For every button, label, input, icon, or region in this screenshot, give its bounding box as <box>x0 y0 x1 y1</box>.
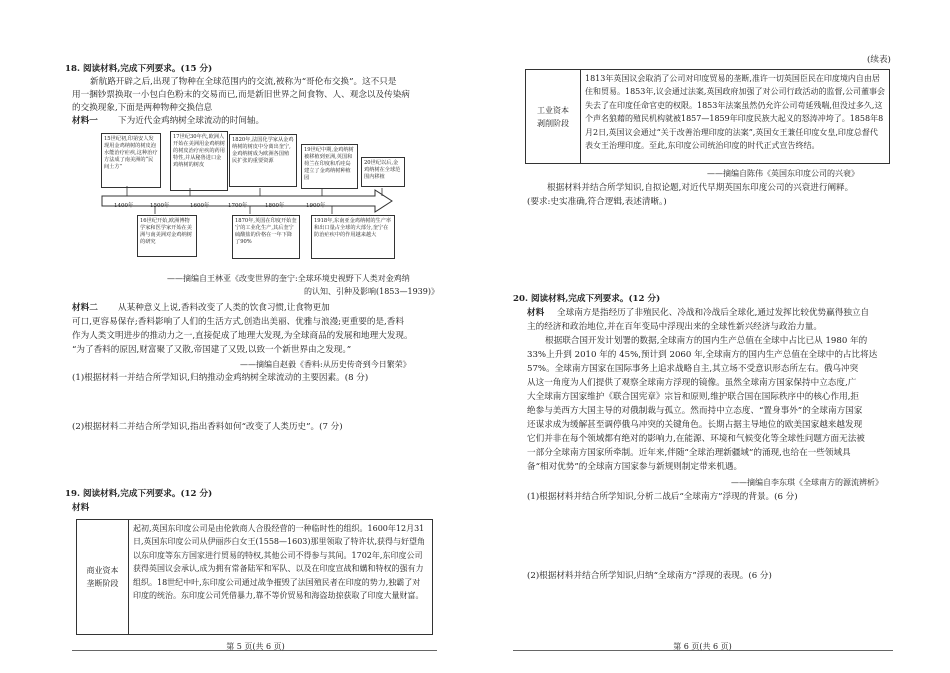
q18-intro-line: 用一捆钞票换取一小包白色粉末的交易而已,而是新旧世界之间食物、人、观念以及传染病 <box>72 90 410 100</box>
material-1-text: 下为近代金鸡纳树全球流动的时间轴。 <box>118 116 265 126</box>
q20-line: 根据联合国开发计划署的数据,全球南方的国内生产总值在全球中占比已从 1980 年的 <box>545 336 868 346</box>
timeline-box-upper: 20世纪以后,金鸡纳树在全球范围内移植 <box>361 157 405 187</box>
table-body-cell: 起初,英国东印度公司是由伦敦商人合股经营的一种临时性的组织。1600年12月31日,英国东印度公司从伊丽莎白女王(1558—1603)那里领取了特许状,获得与好望角以东印度等东方国家进行贸易的特权,其他公司不得参与其间。1702年,东印度公司获得英国议会承认,成为拥有常备陆军和军队、以及在印度宣战和媾和特权的强有力组织。18世纪中叶,东印度公司通过战争摧毁了法国殖民者在印度的势力,独霸了对印度的统治。东印度公司凭借暴力,靠不等价贸易和海盗劫掠获取了印度大量财富。 <box>133 524 426 601</box>
material-1-source: 的认知、引种及影响(1853—1939)》 <box>304 287 439 296</box>
table-source: ——摘编自陈伟《英国东印度公司的兴衰》 <box>707 169 859 178</box>
timeline-axis <box>100 186 400 214</box>
q20-line: 57%。全球南方国家在国际事务上追求战略自主,其立场不受意识形态所左右。俄乌冲突 <box>527 364 859 374</box>
q20-line: 还谋求成为缓解甚至调停俄乌冲突的关键角色。长期占据主导地位的欧美国家越来越发现 <box>527 420 863 430</box>
q20-line: 33%上升到 2010 年的 45%,预计到 2060 年,全球南方的国内生产总值在全球中的占比将达 <box>527 350 878 360</box>
q20-line: 从这一角度为人们提供了观察全球南方浮现的镜像。虽然全球南方国家保持中立态度,广 <box>527 378 857 388</box>
continued-label: (续表) <box>867 55 891 65</box>
material-2-line: 作为人类文明进步的推动力之一,直接促成了地理大发现,为全球商品的发展和地理大发现。 <box>72 331 413 341</box>
timeline-tick: 1800年 <box>265 203 285 209</box>
q18-title: 18. 阅读材料,完成下列要求。(15 分) <box>65 64 213 74</box>
timeline-tick: 1400年 <box>114 203 134 209</box>
timeline-box-lower: 16世纪开始,欧洲博物学家和医学家开始在美洲与南美洲对金鸡纳树的研究 <box>137 215 197 257</box>
timeline-tick: 1500年 <box>150 203 170 209</box>
q20-line: 绝参与美西方大国主导的对俄制裁与孤立。然而持中立态度、“置身事外”的全球南方国家 <box>527 406 863 416</box>
q19-table <box>76 519 433 635</box>
material-1-label: 材料一 <box>72 116 98 126</box>
q20-line: 它们并非在每个领域都有绝对的影响力,在能源、环境和气候变化等全球性问题方面无法被 <box>527 434 865 444</box>
q19-task-requirement: (要求:史实准确,符合逻辑,表述清晰。) <box>527 197 667 207</box>
timeline-box-upper: 19世纪中期,金鸡纳树被移植到亚洲,英国和荷兰在印度和爪哇岛建立了金鸡纳树种植园 <box>301 144 358 189</box>
q20-line: 全球南方是指经历了非殖民化、冷战和冷战后全球化,通过发挥比较优势赢得独立自 <box>557 308 870 318</box>
material-2-line: 可口,更容易保存;香料影响了人们的生活方式,创造出美丽、优雅与浪漫;更重要的是,香料 <box>72 317 404 327</box>
timeline-box-upper: 15世纪初,印第安人发现用金鸡纳树的树皮泡水能治疗疟疾,这种治疗方法成了南美洲的“民间土方” <box>101 133 161 188</box>
q20-part-1: (1)根据材料并结合所学知识,分析二战后“全球南方”浮现的背景。(6 分) <box>527 492 798 502</box>
q20-part-2: (2)根据材料并结合所学知识,归纳“全球南方”浮现的表现。(6 分) <box>527 571 772 581</box>
timeline-box-upper: 17世纪30年代,欧洲人开始在美洲用金鸡纳树的树皮治疗疟疾的药用特性,并从秘鲁进口金鸡纳树的树皮 <box>170 131 228 191</box>
q18-intro-line: 的交换现象,下面是两种物种交换信息 <box>72 103 213 113</box>
q20-material-label: 材料 <box>527 308 545 318</box>
material-2-label: 材料二 <box>72 303 98 313</box>
page-number: 第 6 页(共 6 页) <box>673 642 732 651</box>
material-1-source: ——摘编自王林亚《改变世界的奎宁:全球环境史视野下人类对金鸡纳 <box>167 274 410 283</box>
q20-line: 备“相对优势”的全球南方国家参与新规则制定带来机遇。 <box>527 462 743 472</box>
table-body-cell: 1813年英国议会取消了公司对印度贸易的垄断,准许一切英国臣民在印度境内自由居住和贸易。1853年,议会通过法案,英国政府加强了对公司行政活动的监督,公司董事会失去了在印度任命官吏的权限。1853年法案虽然仍允许公司苟延残喘,但没过多久,这个声名狼藉的殖民机构就被1857—1859年印度民族大起义的怒涛冲垮了。1858年8月2日,英国议会通过“关于改善治理印度的法案”,英国女王兼任印度女皇,印度总督代表女王治理印度。至此,东印度公司统治印度的时代正式宣告终结。 <box>585 74 885 151</box>
table-header-cell: 商业资本垄断阶段 <box>77 520 129 634</box>
q18-intro-line: 新航路开辟之后,出现了物种在全球范围内的交流,被称为“哥伦布交换”。这不只是 <box>90 77 397 87</box>
table-header-cell: 工业资本剥削阶段 <box>526 70 581 163</box>
q18-part-2: (2)根据材料二并结合所学知识,指出香料如何“改变了人类历史”。(7 分) <box>72 422 343 432</box>
q19-title: 19. 阅读材料,完成下列要求。(12 分) <box>65 489 213 499</box>
q20-title: 20. 阅读材料,完成下列要求。(12 分) <box>513 294 661 304</box>
q20-line: 主的经济和政治地位,并在百年变局中浮现出来的全球性新兴经济与政治力量。 <box>527 322 822 332</box>
material-2-line: 从某种意义上说,香料改变了人类的饮食习惯,让食物更加 <box>118 303 330 313</box>
timeline-tick: 1900年 <box>306 203 326 209</box>
material-2-source: ——摘编自赵毅《香料:从历史传奇到今日繁荣》 <box>240 360 411 369</box>
q20-line: 一部分全球南方国家所牵制。近年来,伴随“全球治理新疆域”的涌现,也给在一些领域具 <box>527 448 851 458</box>
timeline-box-lower: 1870年,英国在印度开始奎宁的工业化生产,其后奎宁硫酸盐的价格在一年下降了90% <box>232 215 300 259</box>
q20-source: ——摘编自李东琪《全球南方的源流辨析》 <box>731 478 883 487</box>
q20-line: 大全球南方国家维护《联合国宪章》宗旨和原则,维护联合国在国际秩序中的核心作用,拒 <box>527 392 860 402</box>
q18-part-1: (1)根据材料一并结合所学知识,归纳推动金鸡纳树全球流动的主要因素。(8 分) <box>72 373 369 383</box>
q19-table-continued <box>525 69 890 164</box>
timeline-tick: 1700年 <box>228 203 248 209</box>
q19-material-label: 材料 <box>72 503 90 513</box>
material-2-line: “为了香料的原因,财富聚了又散,帝国建了又毁,以致一个新世界由之发现。” <box>72 345 352 355</box>
timeline-box-lower: 1918年,东南亚金鸡纳树的生产率和出口量占全球的大部分,奎宁在防治疟疾中的作用越来越大 <box>311 215 395 259</box>
timeline-box-upper: 1820年,法国化学家从金鸡纳树的树皮中分离出奎宁,金鸡纳树成为欧洲各国殖民扩张的重要资源 <box>229 134 297 187</box>
right-page <box>475 0 950 673</box>
q19-task: 根据材料并结合所学知识,自拟论题,对近代早期英国东印度公司的兴衰进行阐释。 <box>547 183 854 193</box>
page-number: 第 5 页(共 6 页) <box>226 642 285 651</box>
timeline-tick: 1600年 <box>190 203 210 209</box>
